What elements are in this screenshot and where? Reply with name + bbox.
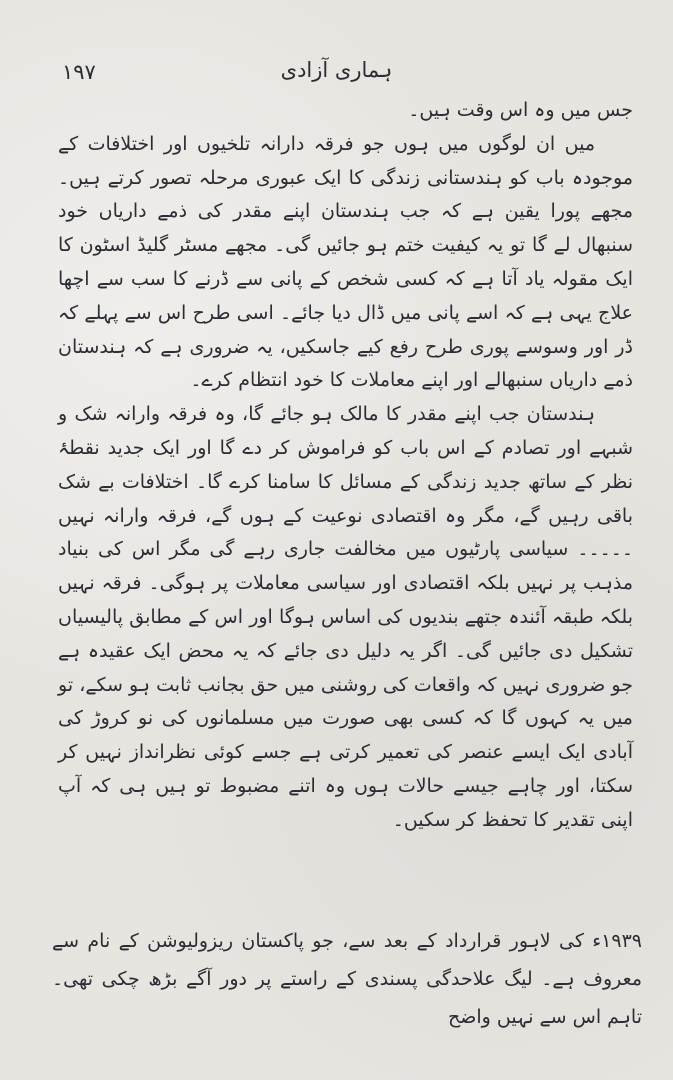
main-text	[58, 94, 633, 838]
paragraph-2: میں ان لوگوں میں ہوں جو فرقہ دارانہ تلخیوں اور اختلافات کے موجودہ باب کو ہندستانی زندگی کا ایک عبوری مرحلہ تصور کرتے ہیں۔ مجھے پورا یقین ہے کہ جب ہندستان اپنے مقدر کی ذمے داریاں خود سنبھال لے گا تو یہ کیفیت ختم ہو جائیں گی۔ مجھے مسٹر گلیڈ اسٹون کا ایک مقولہ یاد آتا ہے کہ کسی شخص کے پانی سے ڈرنے کا سب سے اچھا علاج یہی ہے کہ اسے پانی میں ڈال دیا جائے۔ اسی طرح اس سے پہلے کہ ڈر اور وسوسے پوری طرح رفع کیے جاسکیں، یہ ضروری ہے کہ ہندستان ذمے داریاں سنبھالے اور اپنے معاملات کا خود انتظام کرے۔	[58, 132, 633, 392]
paragraph-1: جس میں وہ اس وقت ہیں۔	[408, 99, 633, 121]
paragraph-3: ہندستان جب اپنے مقدر کا مالک ہو جائے گا، وہ فرقہ وارانہ شک و شبہے اور تصادم کے اس باب کو فراموش کر دے گا اور ایک جدید نقطۂ نظر کے ساتھ جدید زندگی کے مسائل کا سامنا کرے گا۔ اختلافات بے شک باقی رہیں گے، مگر وہ اقتصادی نوعیت کے ہوں گے، فرقہ وارانہ نہیں ۔۔۔۔۔ سیاسی پارٹیوں میں مخالفت جاری رہے گی مگر اس کی بنیاد مذہب پر نہیں بلکہ اقتصادی اور سیاسی معاملات پر ہوگی۔ فرقہ نہیں بلکہ طبقہ آئندہ جتھے بندیوں کی اساس ہوگا اور اس کے مطابق پالیسیاں تشکیل دی جائیں گی۔ اگر یہ دلیل دی جائے کہ یہ محض ایک عقیدہ ہے جو ضروری نہیں کہ واقعات کی روشنی میں حق بجانب ثابت ہو سکے، تو میں یہ کہوں گا کہ کسی بھی صورت میں مسلمانوں کی نو کروڑ کی آبادی ایک ایسے عنصر کی تعمیر کرتی ہے جسے کوئی نظرانداز نہیں کر سکتا، اور چاہے جیسے حالات ہوں وہ اتنے مضبوط تو ہیں ہی کہ آپ اپنی تقدیر کا تحفظ کر سکیں۔	[58, 403, 633, 831]
page-number: ۱۹۷	[62, 60, 96, 84]
footnote-text: ۱۹۳۹ء کی لاہور قرارداد کے بعد سے، جو پاکستان ریزولیوشن کے نام سے معروف ہے۔ لیگ علاحدگی پسندی کے راستے پر دور آگے بڑھ چکی تھی۔ تاہم اس سے نہیں واضح	[52, 930, 642, 1028]
page-header	[0, 58, 673, 88]
footnote	[52, 922, 642, 1036]
running-title: ہماری آزادی	[280, 58, 393, 82]
